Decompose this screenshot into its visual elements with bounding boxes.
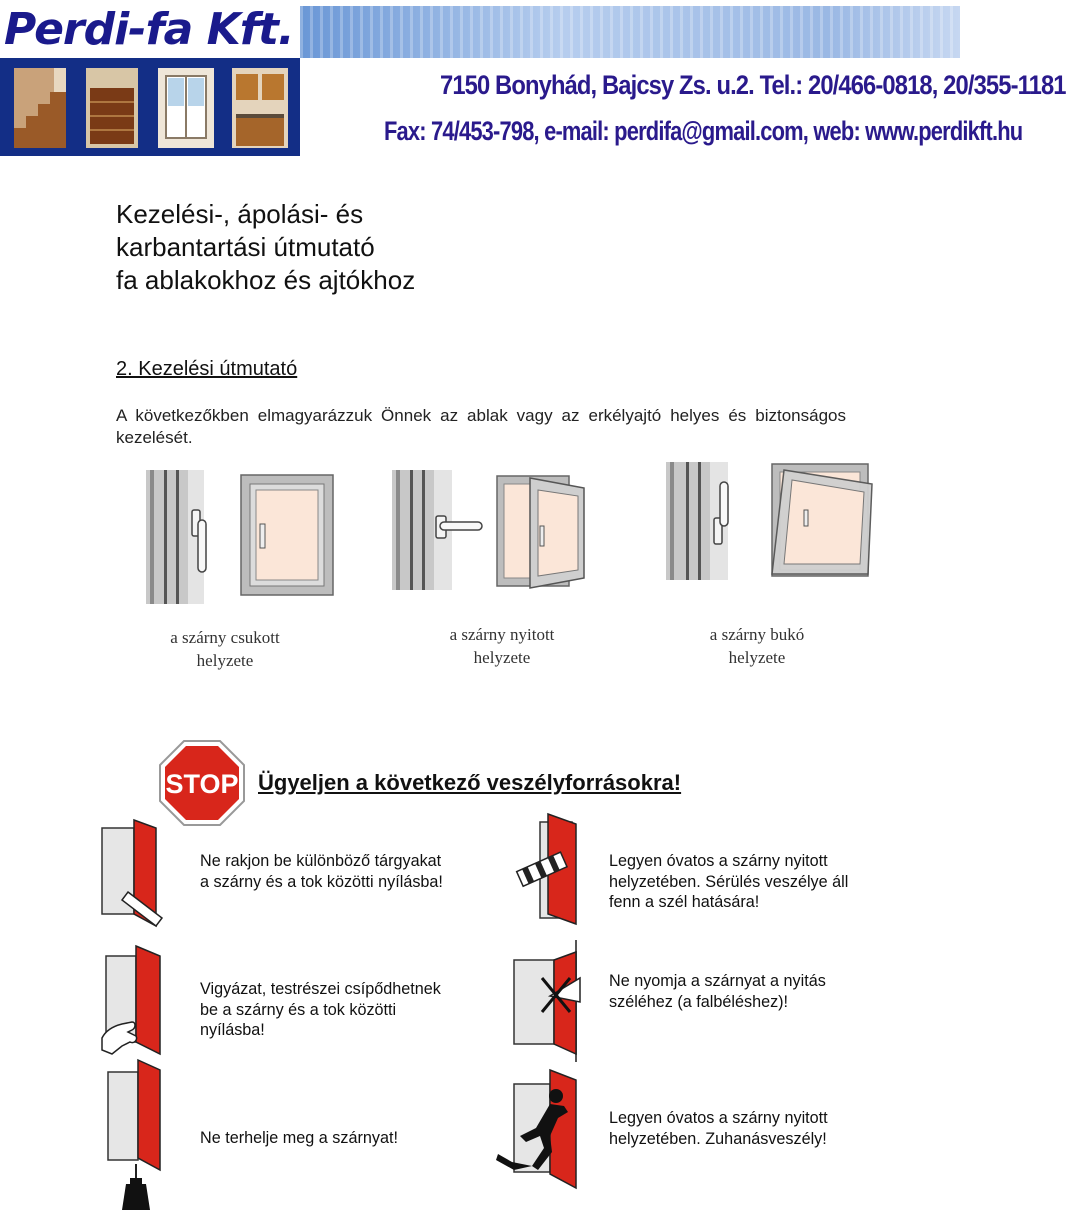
warning-pinch: Vigyázat, testrészei csípődhetnek be a szárny és a tok közötti nyílásba! (200, 980, 441, 1039)
fall-hazard-icon (492, 1066, 584, 1190)
stairs-photo-icon (14, 68, 66, 148)
header-band (300, 6, 960, 58)
closed-handle-icon (146, 470, 210, 604)
no-load-icon (98, 1058, 170, 1214)
title-line: fa ablakokhoz és ajtókhoz (116, 265, 416, 295)
open-handle-icon (392, 470, 484, 590)
no-push-to-wall-icon (510, 938, 586, 1062)
caption-closed: a szárny csukott helyzete (170, 628, 280, 670)
caption-tilt: a szárny bukó helyzete (709, 625, 805, 667)
section-heading: 2. Kezelési útmutató (116, 358, 298, 380)
closed-window-icon (240, 474, 336, 598)
hazard-heading: Ügyeljen a következő veszélyforrásokra! (258, 770, 682, 795)
warning-push: Ne nyomja a szárnyat a nyitás széléhez (a falbéléshez)! (609, 972, 826, 1011)
stop-sign-text: STOP (165, 769, 239, 799)
kitchen-photo-icon (232, 68, 288, 148)
company-logo: Perdi-fa Kft. (4, 4, 294, 55)
warning-objects: Ne rakjon be különböző tárgyakat a szárny és a tok közötti nyílásba! (200, 852, 443, 891)
document-title (116, 198, 716, 297)
stop-sign-icon (158, 739, 246, 827)
warning-fall: Legyen óvatos a szárny nyitott helyzetében. Zuhanásveszély! (609, 1109, 828, 1148)
intro-paragraph: A következőkben elmagyarázzuk Önnek az ablak vagy az erkélyajtó helyes és biztonságos kezelését. (116, 406, 846, 447)
contact-address-phone: 7150 Bonyhád, Bajcsy Zs. u.2. Tel.: 20/466-0818, 20/355-1181 (440, 70, 1066, 100)
title-line: karbantartási útmutató (116, 232, 375, 262)
garage-door-photo-icon (86, 68, 138, 148)
contact-fax-email-web: Fax: 74/453-798, e-mail: perdifa@gmail.com, web: www.perdikft.hu (384, 116, 1023, 146)
open-window-icon (496, 470, 588, 590)
warning-wind: Legyen óvatos a szárny nyitott helyzetében. Sérülés veszélye áll fenn a szél hatására! (609, 852, 849, 911)
tilt-window-icon (770, 462, 874, 580)
product-photo-strip (0, 58, 300, 156)
caption-open: a szárny nyitott helyzete (449, 625, 555, 667)
tilt-handle-icon (666, 462, 734, 580)
title-line: Kezelési-, ápolási- és (116, 199, 364, 229)
hand-pinch-icon (98, 942, 168, 1060)
wind-hazard-icon (510, 812, 584, 928)
window-photo-icon (158, 68, 214, 148)
warning-load: Ne terhelje meg a szárnyat! (200, 1129, 398, 1147)
object-in-gap-icon (98, 818, 168, 930)
letterhead (0, 0, 1066, 160)
